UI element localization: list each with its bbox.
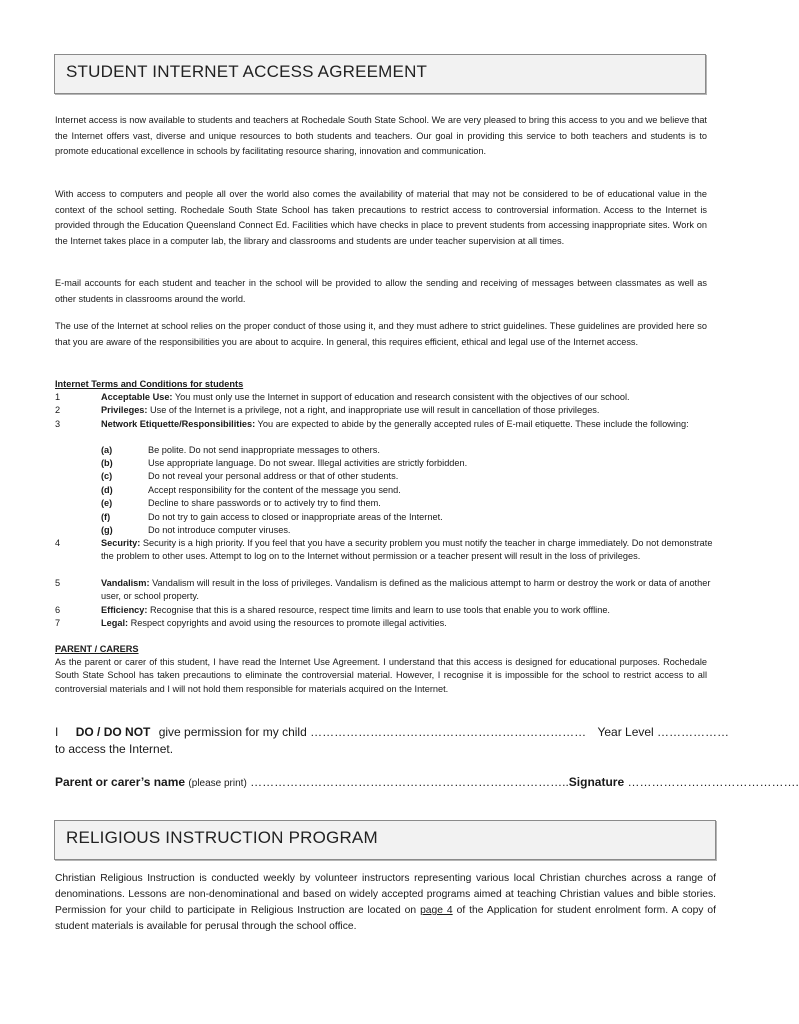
terms-heading: Internet Terms and Conditions for students	[55, 379, 244, 389]
religious-text-before: Christian Religious Instruction is conducted weekly by volunteer instructors representing various local Christian churches across a range of denominations. Lessons are non-denominational and based on widely accepted programs aimed at teaching Christian values and bible stories. Permission for your child to participate in Religious Instruction are located on	[55, 873, 716, 916]
agreement-title-box	[54, 54, 706, 94]
religious-title: RELIGIOUS INSTRUCTION PROGRAM	[66, 828, 378, 847]
term-number: 5	[55, 578, 61, 588]
religious-title-box	[54, 820, 716, 860]
term-text: Security is a high priority. If you feel that you have a security problem you must notify the teacher in charge immediately. Do not demonstrate the problem to other uses. Attempt to log on to the Internet without permission or a teacher present will result in the loss of privileges.	[101, 538, 713, 562]
access-line: to access the Internet.	[55, 742, 174, 756]
parent-name-hint: (please print)	[188, 778, 247, 789]
religious-paragraph	[55, 871, 716, 935]
page-4-link[interactable]: page 4	[420, 905, 453, 916]
term-label: Network Etiquette/Responsibilities:	[101, 419, 256, 429]
subitem-text: Accept responsibility for the content of the message you send.	[148, 485, 401, 495]
term-label: Vandalism:	[101, 578, 150, 588]
signature-line	[55, 775, 799, 789]
conduct-paragraph: The use of the Internet at school relies on the proper conduct of those using it, and they must adhere to strict guidelines. These guidelines are provided here so that you are aware of the responsibilities you are about to acquire. In general, this requires efficient, ethical and legal use of the Internet access.	[55, 321, 707, 347]
term-number: 6	[55, 605, 61, 615]
subitem-letter: (g)	[101, 525, 113, 535]
subitem-letter: (d)	[101, 485, 113, 495]
religious-text-after: of the Application for student enrolment form. A copy of student materials is available for perusal through the school office.	[55, 905, 716, 932]
subitem-text: Do not introduce computer viruses.	[148, 525, 291, 535]
signature-label: Signature	[568, 775, 625, 789]
email-paragraph: E-mail accounts for each student and teacher in the school will be provided to allow the sending and receiving of messages between classmates as well as other students in classrooms around the world.	[55, 278, 707, 304]
subitem-text: Use appropriate language. Do not swear. Illegal activities are strictly forbidden.	[148, 458, 468, 468]
term-text: Respect copyrights and avoid using the resources to promote illegal activities.	[128, 618, 447, 628]
subitem-letter: (b)	[101, 458, 113, 468]
subitem-text: Be polite. Do not send inappropriate messages to others.	[148, 445, 380, 455]
term-number: 4	[55, 538, 61, 548]
term-label: Legal:	[101, 618, 129, 628]
year-level-field[interactable]: Year Level ………………	[597, 725, 730, 739]
term-text: You must only use the Internet in support of education and research consistent with the objectives of our school.	[172, 392, 630, 402]
term-label: Efficiency:	[101, 605, 148, 615]
subitem-letter: (c)	[101, 471, 113, 481]
term-label: Acceptable Use:	[101, 392, 173, 402]
term-text: Recognise that this is a shared resource, respect time limits and learn to use tools that enable you to work offline.	[147, 605, 610, 615]
term-text: Vandalism will result in the loss of privileges. Vandalism is defined as the malicious attempt to harm or destroy the work or data of another user, or school property.	[101, 578, 711, 602]
intro-paragraph: Internet access is now available to students and teachers at Rochedale South State School. We are very pleased to bring this access to you and we believe that the Internet offers vast, diverse and unique resources to both students and teachers. Our goal in providing this service to both teachers and students is to promote educational excellence in schools by facilitating resource sharing, innovation and communication.	[55, 115, 707, 157]
subitem-letter: (e)	[101, 498, 113, 508]
parent-name-label: Parent or carer’s name	[55, 775, 186, 789]
parent-paragraph: As the parent or carer of this student, I have read the Internet Use Agreement. I understand that this access is designed for educational purposes. Rochedale South State School has taken precautions to eliminate the controversial material. However, I recognise it is impossible for the school to restrict access to all controversial materials and I will not hold them responsible for materials acquired on the Internet.	[55, 657, 707, 694]
subitem-letter: (a)	[101, 445, 113, 455]
subitem-text: Do not reveal your personal address or that of other students.	[148, 471, 399, 481]
do-do-not-choice[interactable]: DO / DO NOT	[75, 725, 151, 739]
term-label: Privileges:	[101, 405, 148, 415]
subitem-text: Decline to share passwords or to actively try to find them.	[148, 498, 381, 508]
term-label: Security:	[101, 538, 141, 548]
parent-heading: PARENT / CARERS	[55, 644, 139, 654]
permission-child-field[interactable]: give permission for my child ……………………………………………………………	[158, 725, 587, 739]
agreement-title: STUDENT INTERNET ACCESS AGREEMENT	[66, 62, 428, 81]
term-number: 2	[55, 405, 61, 415]
parent-name-field[interactable]: ……………………………………………………………………..	[250, 775, 569, 789]
subitem-text: Do not try to gain access to closed or inappropriate areas of the Internet.	[148, 512, 443, 522]
permission-line	[55, 725, 729, 739]
precautions-paragraph: With access to computers and people all over the world also comes the availability of material that may not be considered to be of educational value in the context of the school setting. Rochedale South State School has taken precautions to restrict access to controversial information. Access to the Internet is provided through the Education Queensland Connect Ed. Facilities which have checks in place to prevent students from accessing inappropriate sites. Work on the Internet takes place in a computer lab, the library and classrooms and students are under teacher supervision at all times.	[55, 189, 707, 246]
permission-i: I	[55, 725, 59, 739]
term-number: 7	[55, 618, 61, 628]
term-text: You are expected to abide by the generally accepted rules of E-mail etiquette. These include the following:	[255, 419, 689, 429]
term-number: 1	[55, 392, 61, 402]
term-text: Use of the Internet is a privilege, not a right, and inappropriate use will result in cancellation of those privileges.	[147, 405, 600, 415]
subitem-letter: (f)	[101, 512, 111, 522]
signature-field[interactable]: …………………………………….	[627, 775, 799, 789]
term-number: 3	[55, 419, 61, 429]
